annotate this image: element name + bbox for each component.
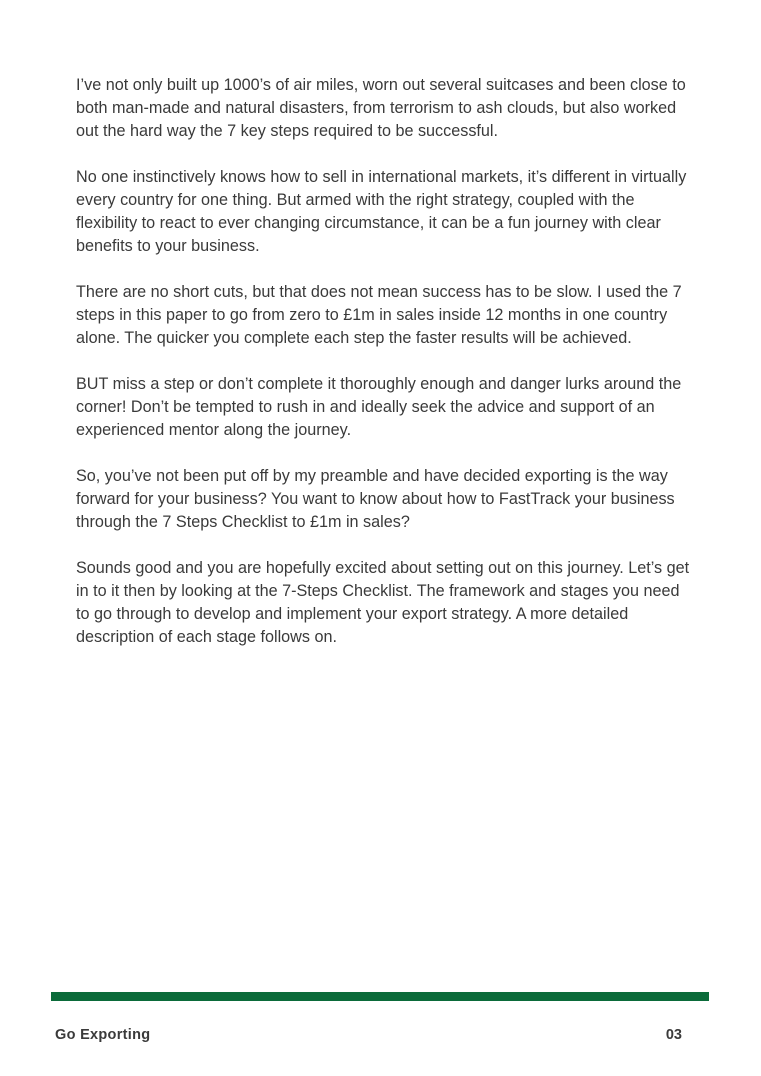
body-text	[76, 74, 696, 672]
paragraph: BUT miss a step or don’t complete it thoroughly enough and danger lurks around the corner! Don’t be tempted to rush in and ideally seek the advice and support of an experienced mentor along the journey.	[76, 375, 682, 439]
paragraph: I’ve not only built up 1000’s of air miles, worn out several suitcases and been close to both man-made and natural disasters, from terrorism to ash clouds, but also worked out the hard way the 7 key steps required to be successful.	[76, 76, 686, 140]
footer-divider-bar	[51, 992, 709, 1001]
paragraph: No one instinctively knows how to sell in international markets, it’s different in virtually every country for one thing. But armed with the right strategy, coupled with the flexibility to react to ever changing circumstance, it can be a fun journey with clear benefits to your business.	[76, 168, 687, 255]
footer-brand: Go Exporting	[55, 1027, 151, 1043]
paragraph: Sounds good and you are hopefully excited about setting out on this journey. Let’s get in to it then by looking at the 7-Steps Checklist. The framework and stages you need to go through to develop and implement your export strategy. A more detailed description of each stage follows on.	[76, 559, 690, 646]
paragraph: There are no short cuts, but that does not mean success has to be slow. I used the 7 steps in this paper to go from zero to £1m in sales inside 12 months in one country alone. The quicker you complete each step the faster results will be achieved.	[76, 283, 682, 347]
page-number: 03	[665, 1027, 682, 1043]
paragraph: So, you’ve not been put off by my preamble and have decided exporting is the way forward for your business? You want to know about how to FastTrack your business through the 7 Steps Checklist to £1m in sales?	[76, 467, 675, 531]
